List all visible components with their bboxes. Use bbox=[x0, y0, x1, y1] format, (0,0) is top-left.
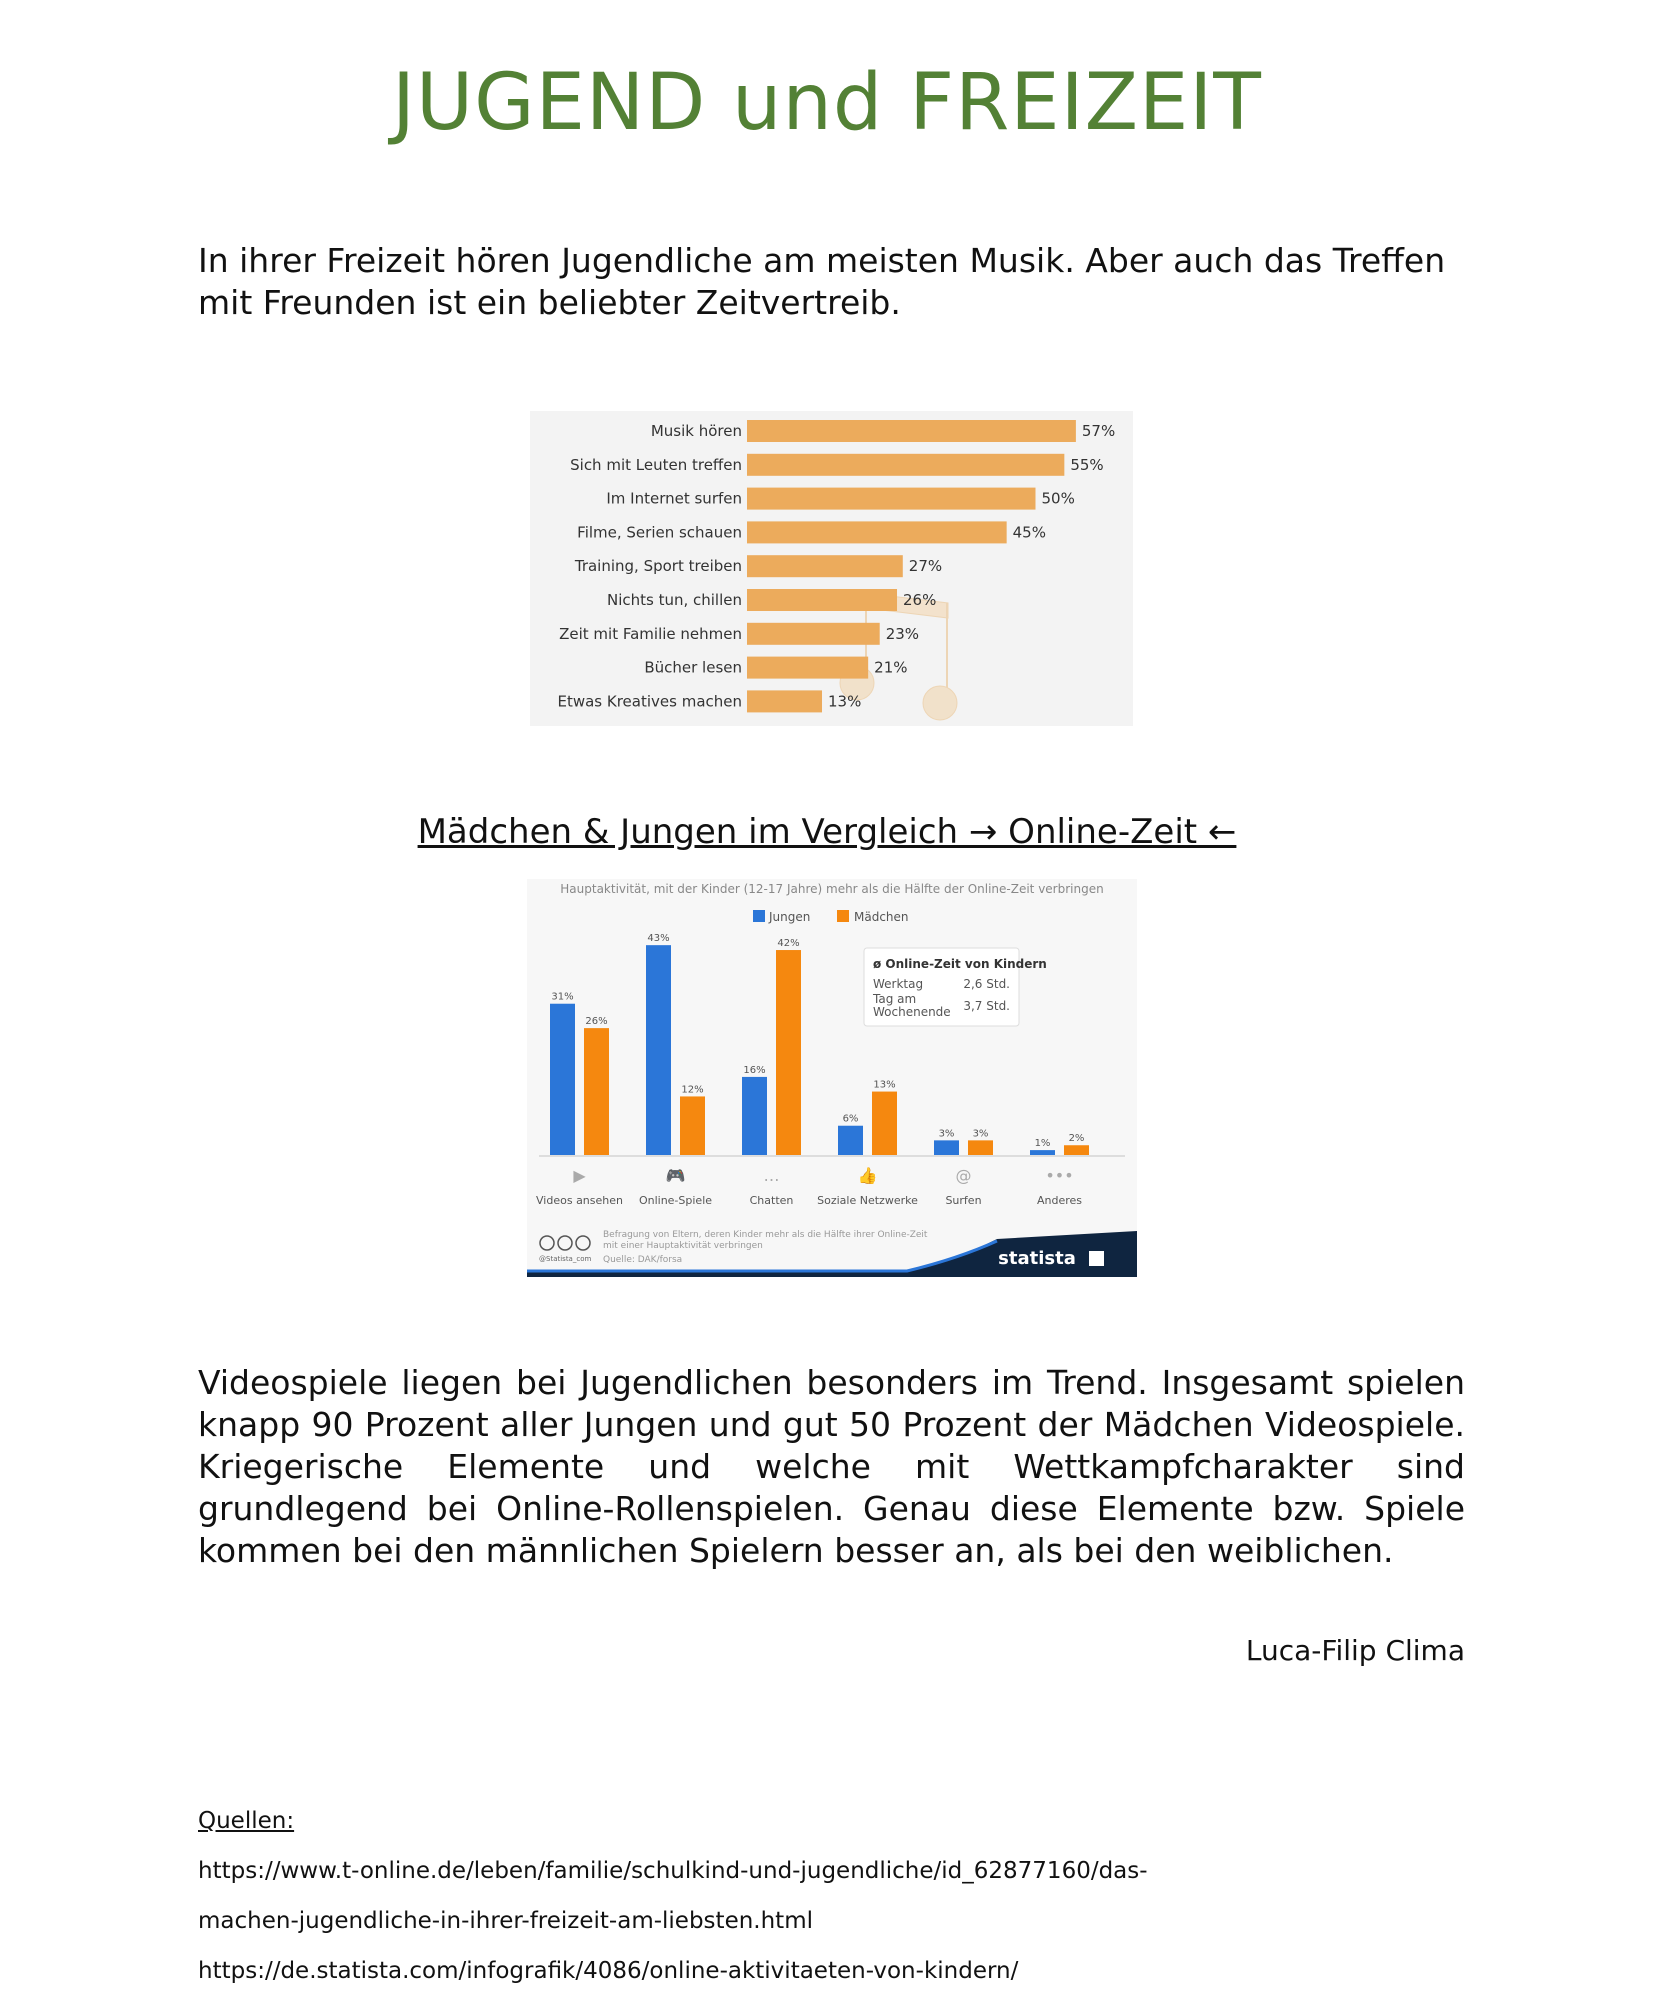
bar-maedchen bbox=[776, 950, 801, 1155]
category-label: Chatten bbox=[749, 1194, 794, 1207]
bar-jungen bbox=[1030, 1150, 1055, 1155]
value-label: 26% bbox=[585, 1016, 608, 1028]
intro-paragraph: In ihrer Freizeit hören Jugendliche am meisten Musik. Aber auch das Treffen mit Freunden ist ein beliebter Zeitvertreib. bbox=[198, 241, 1446, 322]
bar bbox=[747, 521, 1007, 543]
statista-logo-mark bbox=[1089, 1251, 1104, 1266]
info-weekend-label-2: Wochenende bbox=[873, 1005, 951, 1019]
bar bbox=[747, 657, 868, 679]
bar-jungen bbox=[934, 1140, 959, 1155]
statista-handle: @Statista_com bbox=[539, 1255, 592, 1263]
bar bbox=[747, 420, 1076, 442]
sources-heading: Quellen: bbox=[198, 1808, 295, 1834]
value-label: 21% bbox=[874, 658, 908, 677]
category-label: Videos ansehen bbox=[536, 1194, 623, 1207]
online-time-chart bbox=[527, 879, 1137, 1277]
video-play-icon: ▶ bbox=[573, 1166, 586, 1185]
online-chart-svg bbox=[527, 879, 1137, 1277]
value-label: 26% bbox=[903, 591, 937, 609]
author-name: Luca-Filip Clima bbox=[1245, 1634, 1465, 1667]
info-box bbox=[864, 948, 1047, 1026]
value-label: 43% bbox=[647, 933, 670, 945]
category-label: Musik hören bbox=[650, 422, 742, 440]
bar-maedchen bbox=[872, 1092, 897, 1155]
bar-maedchen bbox=[1064, 1145, 1089, 1155]
value-label: 13% bbox=[873, 1079, 896, 1091]
info-weekday-label: Werktag bbox=[873, 977, 924, 991]
value-label: 23% bbox=[885, 624, 920, 643]
chat-bubble-icon: … bbox=[763, 1166, 780, 1185]
body-paragraph: Videospiele liegen bei Jugendlichen besonders im Trend. Insgesamt spielen knapp 90 Prozent aller Jungen und gut 50 Prozent der Mädchen Videospiele. Kriegerische Elemente und welche mit Wettkampfcharakter sind grundlegend bei Online-Rollenspielen. Genau diese Elemente bzw. Spiele kommen bei den männlichen Spielern besser an, als bei den weiblichen. bbox=[198, 1363, 1465, 1570]
chart-title: Hauptaktivität, mit der Kinder (12-17 Jahre) mehr als die Hälfte der Online-Zeit verbringen bbox=[560, 882, 1104, 896]
value-label: 2% bbox=[1068, 1133, 1085, 1145]
category-label: Nichts tun, chillen bbox=[606, 591, 742, 609]
bar-maedchen bbox=[584, 1028, 609, 1155]
category-label: Online-Spiele bbox=[638, 1194, 713, 1207]
value-label: 3% bbox=[972, 1128, 989, 1140]
value-label: 55% bbox=[1070, 455, 1104, 474]
value-label: 3% bbox=[938, 1128, 955, 1140]
bar-jungen bbox=[742, 1077, 767, 1155]
value-label: 50% bbox=[1041, 489, 1075, 508]
bar bbox=[747, 589, 897, 611]
bar bbox=[747, 555, 903, 577]
source-note: Quelle: DAK/forsa bbox=[603, 1255, 683, 1265]
value-label: 42% bbox=[777, 938, 800, 950]
category-label: Anderes bbox=[1036, 1194, 1083, 1207]
category-label: Im Internet surfen bbox=[606, 489, 742, 508]
value-label: 57% bbox=[1081, 422, 1116, 440]
value-label: 27% bbox=[908, 557, 943, 576]
category-label: Bücher lesen bbox=[644, 658, 742, 677]
bar-jungen bbox=[550, 1004, 575, 1155]
bar bbox=[747, 488, 1036, 510]
more-dots-icon: ••• bbox=[1045, 1166, 1074, 1185]
category-label: Soziale Netzwerke bbox=[817, 1194, 918, 1207]
at-sign-icon: @ bbox=[955, 1166, 972, 1185]
info-weekend-label-1: Tag am bbox=[873, 992, 917, 1006]
category-label: Etwas Kreatives machen bbox=[557, 692, 742, 711]
footnote-1: Befragung von Eltern, deren Kinder mehr als die Hälfte ihrer Online-Zeit bbox=[603, 1230, 928, 1240]
source-link[interactable]: https://www.t-online.de/leben/familie/schulkind-und-jugendliche/id_62877160/das- bbox=[198, 1858, 1148, 1884]
category-label: Training, Sport treiben bbox=[574, 557, 742, 576]
bar-jungen bbox=[646, 945, 671, 1155]
bar bbox=[747, 454, 1064, 476]
statista-logo: statista bbox=[998, 1248, 1076, 1269]
gamepad-icon: 🎮 bbox=[665, 1166, 686, 1185]
leisure-activities-chart bbox=[530, 411, 1133, 726]
bar-maedchen bbox=[968, 1140, 993, 1155]
page-title: JUGEND und FREIZEIT bbox=[392, 58, 1262, 148]
value-label: 13% bbox=[828, 692, 862, 711]
value-label: 16% bbox=[743, 1064, 766, 1076]
bar bbox=[747, 690, 822, 712]
source-link-continued[interactable]: machen-jugendliche-in-ihrer-freizeit-am-liebsten.html bbox=[198, 1908, 813, 1934]
legend-label-jungen: Jungen bbox=[769, 910, 811, 924]
info-weekday-value: 2,6 Std. bbox=[963, 977, 1010, 991]
source-link[interactable]: https://de.statista.com/infografik/4086/online-aktivitaeten-von-kindern/ bbox=[198, 1958, 1019, 1984]
footnote-2: mit einer Hauptaktivität verbringen bbox=[603, 1241, 763, 1251]
legend-swatch-jungen bbox=[753, 910, 765, 922]
category-label: Filme, Serien schauen bbox=[577, 523, 742, 542]
category-label: Surfen bbox=[945, 1194, 982, 1207]
info-box-title: ø Online-Zeit von Kindern bbox=[873, 957, 1047, 971]
thumbs-up-icon: 👍 bbox=[857, 1166, 878, 1185]
bar-jungen bbox=[838, 1126, 863, 1155]
legend-label-maedchen: Mädchen bbox=[854, 910, 909, 924]
value-label: 12% bbox=[681, 1084, 704, 1096]
comparison-heading: Mädchen & Jungen im Vergleich → Online-Zeit ← bbox=[417, 812, 1237, 852]
category-label: Zeit mit Familie nehmen bbox=[559, 624, 742, 643]
info-weekend-value: 3,7 Std. bbox=[963, 999, 1010, 1013]
legend-swatch-maedchen bbox=[837, 910, 849, 922]
value-label: 1% bbox=[1034, 1138, 1051, 1150]
value-label: 45% bbox=[1012, 523, 1046, 542]
value-label: 6% bbox=[842, 1113, 859, 1125]
bar bbox=[747, 623, 880, 645]
value-label: 31% bbox=[551, 991, 574, 1003]
category-label: Sich mit Leuten treffen bbox=[570, 455, 742, 474]
bar-maedchen bbox=[680, 1096, 705, 1155]
leisure-chart-svg bbox=[530, 411, 1133, 726]
